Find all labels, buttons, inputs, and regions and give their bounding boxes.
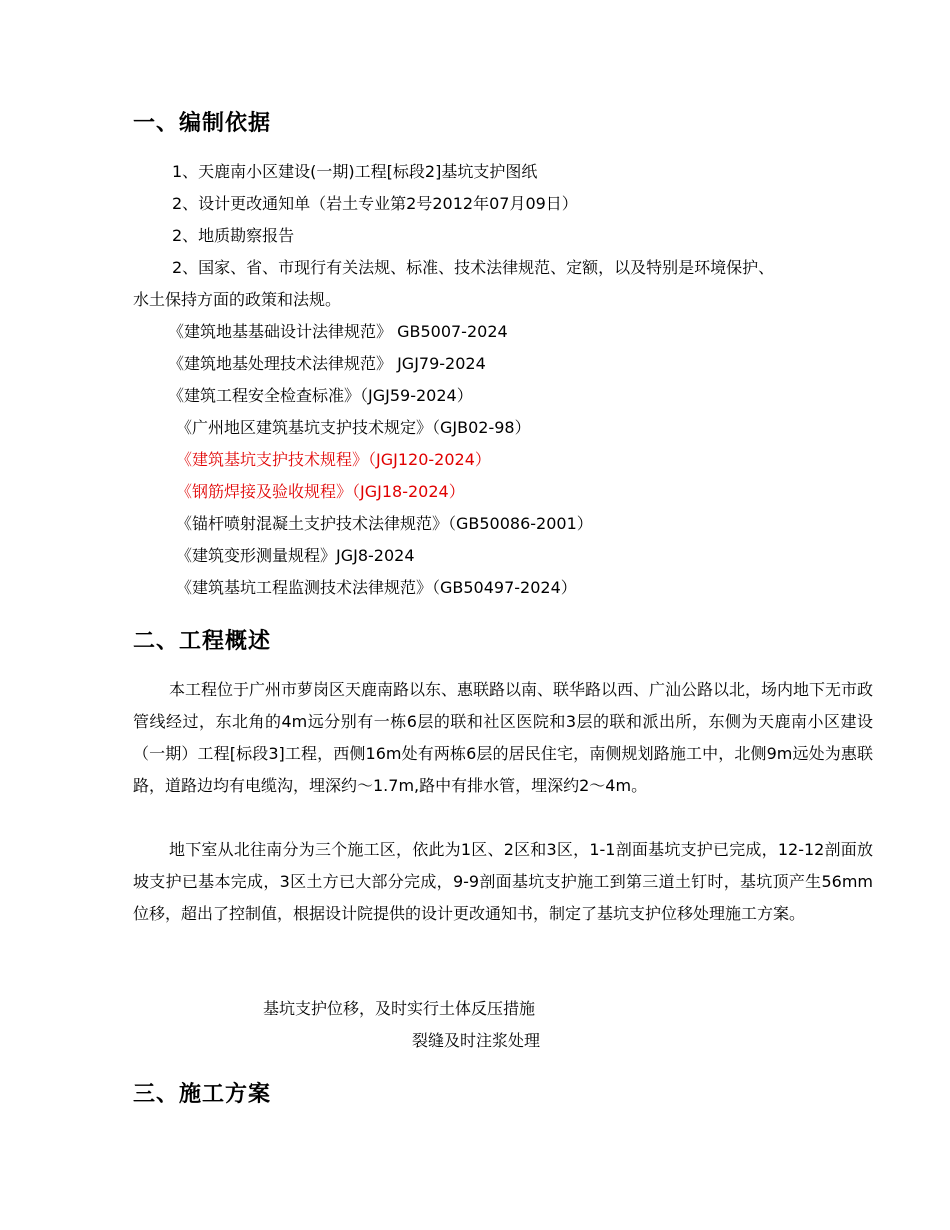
diagram-label-displacement: 基坑支护位移，及时实行土体反压措施 [263,999,536,1018]
standard-item: 《建筑变形测量规程》JGJ8-2024 [176,546,415,565]
basis-item-2: 2、设计更改通知单（岩土专业第2号2012年07月09日） [172,194,578,213]
diagram-label-grouting: 裂缝及时注浆处理 [412,1031,541,1050]
standard-item-highlighted: 《钢筋焊接及验收规程》（JGJ18-2024） [176,482,465,501]
section-heading-basis: 一、编制依据 [133,111,272,136]
standard-item: 《锚杆喷射混凝土支护技术法律规范》（GB50086-2001） [176,514,593,533]
standard-item: 《建筑地基基础设计法律规范》 GB5007-2024 [168,322,508,341]
basis-item-1: 1、天鹿南小区建设(一期)工程[标段2]基坑支护图纸 [172,162,538,181]
standard-item-highlighted: 《建筑基坑支护技术规程》（JGJ120-2024） [176,450,491,469]
overview-paragraph-1: 本工程位于广州市萝岗区天鹿南路以东、惠联路以南、联华路以西、广汕公路以北，场内地下无市政管线经过，东北角的4m远分别有一栋6层的联和社区医院和3层的联和派出所，东侧为天鹿南小区建设（一期）工程[标段3]工程，西侧16m处有两栋6层的居民住宅，南侧规划路施工中，北侧9m远处为惠联路，道路边均有电缆沟，埋深约～1.7m,路中有排水管，埋深约2～4m。 [133,680,874,795]
standard-item: 《广州地区建筑基坑支护技术规定》（GJB02-98） [176,418,531,437]
standard-item: 《建筑地基处理技术法律规范》 JGJ79-2024 [168,354,486,373]
standard-item: 《建筑工程安全检查标准》（JGJ59-2024） [168,386,473,405]
basis-item-4: 2、国家、省、市现行有关法规、标准、技术法律规范、定额，以及特别是环境保护、 [172,258,775,277]
basis-item-4-continued: 水土保持方面的政策和法规。 [133,290,342,309]
standard-item: 《建筑基坑工程监测技术法律规范》（GB50497-2024） [176,578,577,597]
section-heading-plan: 三、施工方案 [133,1082,272,1107]
basis-item-3: 2、地质勘察报告 [172,226,295,245]
section-heading-overview: 二、工程概述 [133,629,272,654]
overview-paragraph-2: 地下室从北往南分为三个施工区，依此为1区、2区和3区，1-1剖面基坑支护已完成，12-12剖面放坡支护已基本完成，3区土方已大部分完成，9-9剖面基坑支护施工到第三道土钉时，基坑顶产生56mm位移，超出了控制值，根据设计院提供的设计更改通知书，制定了基坑支护位移处理施工方案。 [133,840,873,923]
